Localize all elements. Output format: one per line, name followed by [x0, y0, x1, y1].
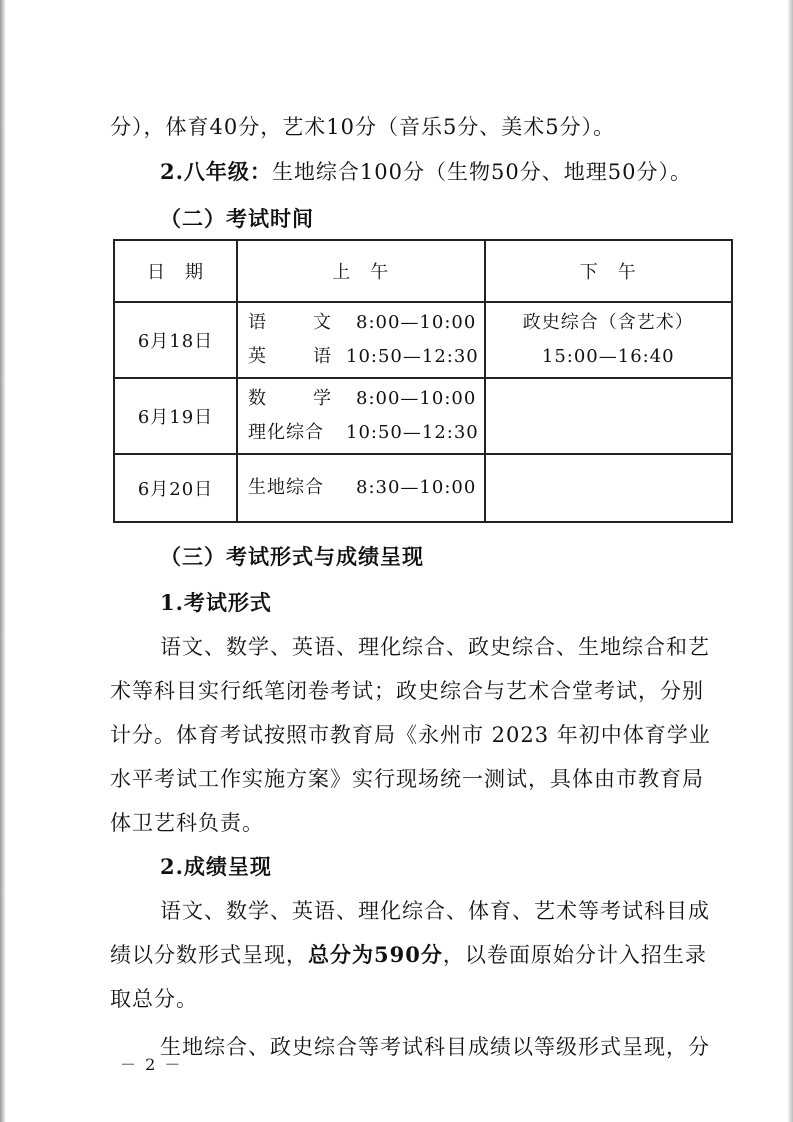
paragraph-line: 水平考试工作实施方案》实行现场统一测试，具体由市教育局 [110, 767, 704, 791]
row-afternoon [485, 378, 733, 454]
section-heading-exam-form: （三）考试形式与成绩呈现 [160, 544, 424, 569]
exam-slot [248, 416, 484, 450]
scan-edge-right [787, 0, 793, 1122]
exam-slot [248, 382, 484, 416]
row-morning [237, 378, 485, 454]
exam-subject: 政史综合（含艺术） [522, 312, 694, 333]
subheading-exam-form: 1.考试形式 [160, 590, 272, 615]
row-afternoon [485, 454, 733, 522]
paragraph-line: 生地综合、政史综合等考试科目成绩以等级形式呈现，分 [160, 1035, 710, 1059]
exam-time: 8:00—10:00 [356, 312, 477, 333]
exam-subject: 生地综合 [248, 477, 324, 498]
paragraph-line: 计分。体育考试按照市教育局《永州市 2023 年初中体育学业 [110, 723, 711, 747]
row-afternoon [485, 302, 733, 378]
grade8-text: 生地综合100分（生物50分、地理50分）。 [271, 160, 692, 184]
subheading-score-display: 2.成绩呈现 [160, 854, 272, 879]
exam-slot [248, 471, 484, 505]
table-row [114, 378, 732, 454]
paragraph-line: 语文、数学、英语、理化综合、体育、艺术等考试科目成 [160, 899, 710, 923]
exam-time: 8:00—10:00 [356, 388, 477, 409]
exam-slot [248, 340, 484, 374]
exam-time: 10:50—12:30 [346, 346, 479, 367]
paragraph-line: 术等科目实行纸笔闭卷考试；政史综合与艺术合堂考试，分别 [110, 679, 704, 703]
page-number: － 2 － [120, 1055, 183, 1074]
total-score-highlight: 总分为590分 [308, 942, 443, 967]
row-date: 6月19日 [114, 378, 237, 454]
grade8-label: 2.八年级： [160, 159, 272, 184]
row-date: 6月20日 [114, 454, 237, 522]
exam-subject: 英 语 [248, 346, 332, 367]
header-morning: 上 午 [237, 240, 485, 302]
header-date: 日 期 [114, 240, 237, 302]
exam-time: 8:30—10:00 [356, 477, 477, 498]
text-line-grade8 [160, 158, 735, 186]
text-line-1: 分），体育40分，艺术10分（音乐5分、美术5分）。 [110, 115, 616, 139]
paragraph-line: 取总分。 [110, 987, 198, 1011]
exam-time: 15:00—16:40 [541, 346, 675, 367]
table-row [114, 302, 732, 378]
table-header-row [114, 240, 732, 302]
exam-subject: 语 文 [248, 312, 332, 333]
exam-schedule-table [113, 239, 733, 523]
exam-subject: 数 学 [248, 388, 332, 409]
row-morning [237, 454, 485, 522]
row-date: 6月18日 [114, 302, 237, 378]
exam-subject: 理化综合 [248, 422, 324, 443]
paragraph-line: 绩以分数形式呈现，总分为590分，以卷面原始分计入招生录 [110, 942, 707, 967]
header-afternoon: 下 午 [485, 240, 733, 302]
exam-slot [248, 306, 484, 340]
paragraph-line: 语文、数学、英语、理化综合、政史综合、生地综合和艺 [160, 635, 710, 659]
table-row [114, 454, 732, 522]
exam-time: 10:50—12:30 [346, 422, 479, 443]
paragraph-line: 体卫艺科负责。 [110, 811, 264, 835]
row-morning [237, 302, 485, 378]
section-heading-exam-time: （二）考试时间 [160, 206, 314, 231]
scan-edge-left [0, 0, 6, 1122]
